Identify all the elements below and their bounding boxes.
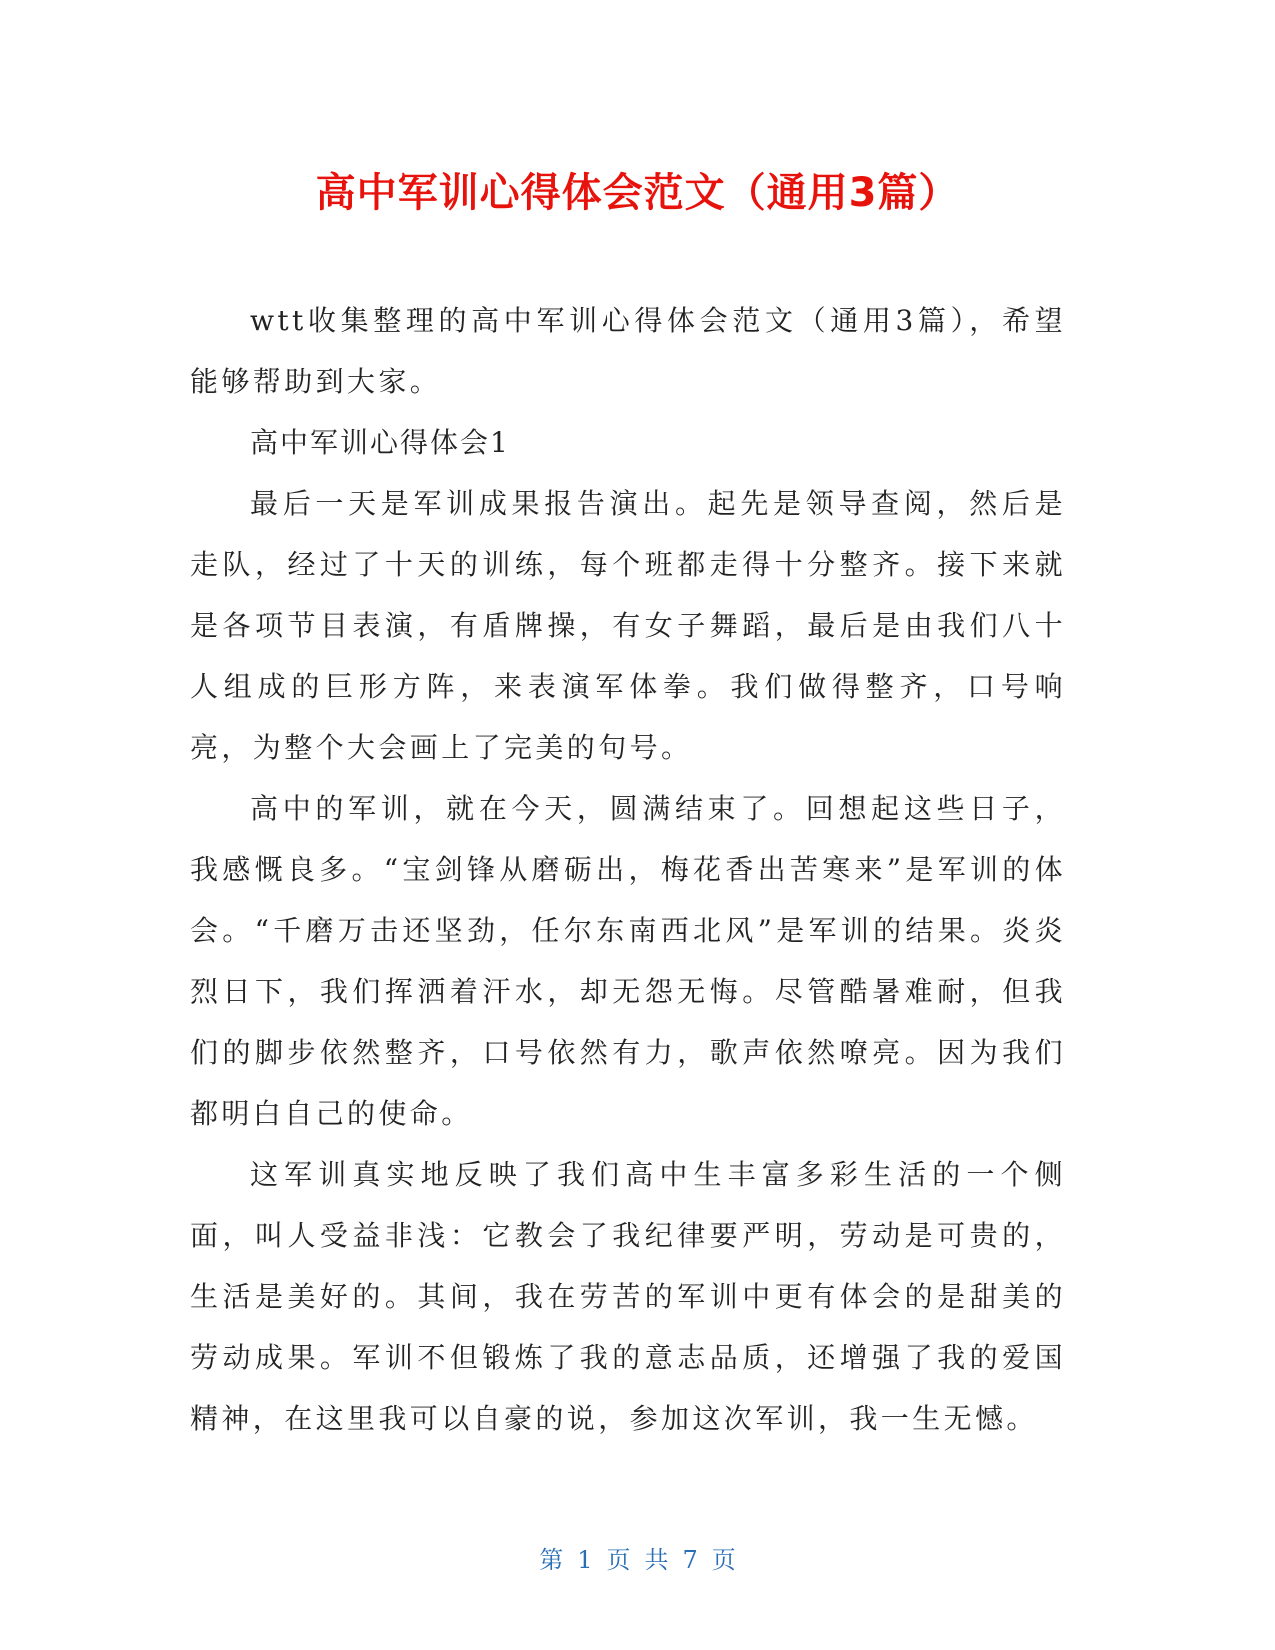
footer-current-page: 1 <box>577 1546 593 1574</box>
intro-paragraph: wtt收集整理的高中军训心得体会范文（通用3篇），希望能够帮助到大家。 <box>190 304 1066 398</box>
footer-page-label: 第 <box>539 1546 564 1574</box>
page-title: 高中军训心得体会范文（通用3篇） <box>315 170 960 216</box>
document-body <box>190 290 1066 1449</box>
footer-total-label: 共 <box>644 1546 669 1574</box>
section-heading: 高中军训心得体会1 <box>250 426 510 459</box>
body-paragraph: 最后一天是军训成果报告演出。起先是领导查阅，然后是走队，经过了十天的训练，每个班都走得十分整齐。接下来就是各项节目表演，有盾牌操，有女子舞蹈，最后是由我们八十人组成的巨形方阵，来表演军体拳。我们做得整齐，口号响亮，为整个大会画上了完美的句号。 <box>190 487 1066 764</box>
footer-total-pages: 7 <box>682 1546 698 1574</box>
page-number-footer <box>0 1545 1275 1575</box>
footer-end-label: 页 <box>711 1546 736 1574</box>
body-paragraph: 这军训真实地反映了我们高中生丰富多彩生活的一个侧面，叫人受益非浅：它教会了我纪律要严明，劳动是可贵的，生活是美好的。其间，我在劳苦的军训中更有体会的是甜美的劳动成果。军训不但锻炼了我的意志品质，还增强了我的爱国精神，在这里我可以自豪的说，参加这次军训，我一生无憾。 <box>190 1158 1066 1435</box>
footer-page-unit: 页 <box>606 1546 631 1574</box>
body-paragraph: 高中的军训，就在今天，圆满结束了。回想起这些日子，我感慨良多。“宝剑锋从磨砺出，梅花香出苦寒来”是军训的体会。“千磨万击还坚劲，任尔东南西北风”是军训的结果。炎炎烈日下，我们挥洒着汗水，却无怨无悔。尽管酷暑难耐，但我们的脚步依然整齐，口号依然有力，歌声依然嘹亮。因为我们都明白自己的使命。 <box>190 792 1066 1130</box>
